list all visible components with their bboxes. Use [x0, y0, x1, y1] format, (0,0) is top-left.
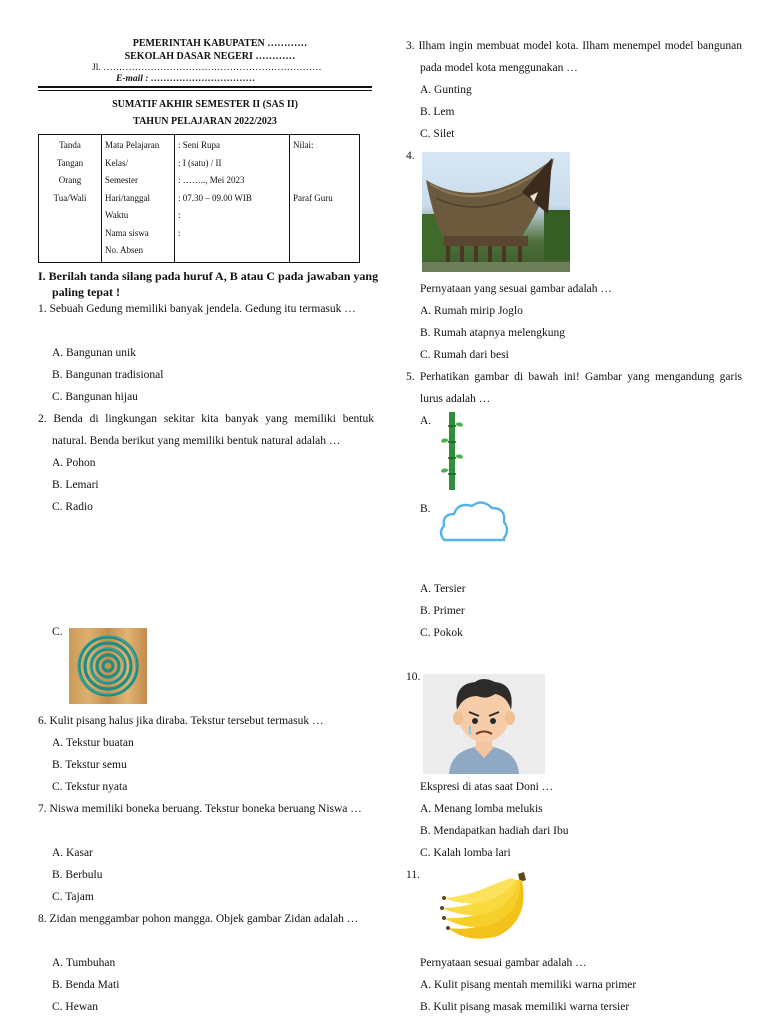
- q1-option-b[interactable]: B. Bangunan tradisional: [52, 369, 164, 381]
- q11-option-b[interactable]: B. Kulit pisang masak memiliki warna tersier: [420, 1001, 630, 1013]
- question-10-number: 10.: [406, 671, 421, 683]
- label-time: Waktu: [105, 210, 129, 220]
- q6-option-c[interactable]: C. Tekstur nyata: [52, 781, 128, 793]
- question-6: 6. Kulit pisang halus jika diraba. Tekstur tersebut termasuk …: [38, 715, 324, 727]
- q10-option-b[interactable]: B. Mendapatkan hadiah dari Ibu: [420, 825, 569, 837]
- q4-option-c[interactable]: C. Rumah dari besi: [420, 349, 509, 361]
- q8-option-a[interactable]: A. Tumbuhan: [52, 957, 116, 969]
- info-labels-cell: [102, 135, 175, 263]
- bananas-image: [438, 870, 534, 944]
- option-pokok[interactable]: C. Pokok: [420, 627, 463, 639]
- q10-option-a[interactable]: A. Menang lomba melukis: [420, 803, 543, 815]
- option-c-label[interactable]: C.: [52, 626, 63, 638]
- q5-option-b[interactable]: B.: [420, 503, 431, 515]
- q6-option-a[interactable]: A. Tekstur buatan: [52, 737, 134, 749]
- question-11-number: 11.: [406, 869, 420, 881]
- exam-year: TAHUN PELAJARAN 2022/2023: [133, 116, 277, 127]
- question-4: Pernyataan yang sesuai gambar adalah …: [420, 283, 612, 295]
- label-subject: Mata Pelajaran: [105, 140, 160, 150]
- question-5: 5. Perhatikan gambar di bawah ini! Gambar yang mengandung garis lurus adalah …: [406, 371, 742, 405]
- traditional-house-image: [422, 152, 570, 272]
- header-school: SEKOLAH DASAR NEGERI …………: [124, 51, 296, 62]
- bamboo-image: [440, 412, 464, 490]
- q5-option-a[interactable]: A.: [420, 415, 432, 427]
- parent-signature-cell: [39, 135, 102, 263]
- q4-option-a[interactable]: A. Rumah mirip Joglo: [420, 305, 523, 317]
- value-absen: [178, 242, 286, 260]
- question-4-number: 4.: [406, 150, 415, 162]
- label-semester: Semester: [105, 175, 138, 185]
- value-subject: : Seni Rupa: [178, 140, 220, 150]
- q2-option-b[interactable]: B. Lemari: [52, 479, 99, 491]
- q7-option-a[interactable]: A. Kasar: [52, 847, 93, 859]
- header-divider: [38, 86, 372, 88]
- q4-option-b[interactable]: B. Rumah atapnya melengkung: [420, 327, 565, 339]
- question-7: 7. Niswa memiliki boneka beruang. Tekstur boneka beruang Niswa …: [38, 803, 362, 815]
- value-semester: : …….., Mei 2023: [178, 175, 245, 185]
- question-10: Ekspresi di atas saat Doni …: [420, 781, 554, 793]
- question-11: Pernyataan sesuai gambar adalah …: [420, 957, 587, 969]
- option-tersier[interactable]: A. Tersier: [420, 583, 466, 595]
- option-primer[interactable]: B. Primer: [420, 605, 465, 617]
- q3-option-c[interactable]: C. Silet: [420, 128, 455, 140]
- q8-option-b[interactable]: B. Benda Mati: [52, 979, 120, 991]
- parent-sign-line: Tanda: [59, 140, 81, 150]
- grade-label: Nilai:: [293, 140, 314, 150]
- q6-option-b[interactable]: B. Tekstur semu: [52, 759, 127, 771]
- q8-option-c[interactable]: C. Hewan: [52, 1001, 98, 1013]
- value-time: :: [178, 210, 181, 220]
- header-email: E-mail : ……………………………: [116, 74, 256, 84]
- q3-option-a[interactable]: A. Gunting: [420, 84, 472, 96]
- q3-option-b[interactable]: B. Lem: [420, 106, 455, 118]
- value-class: : I (satu) / II: [178, 157, 222, 168]
- label-date: Hari/tanggal: [105, 192, 150, 203]
- label-student-name: Nama siswa: [105, 227, 149, 238]
- grade-cell: [290, 135, 360, 263]
- q7-option-c[interactable]: C. Tajam: [52, 891, 94, 903]
- question-3: 3. Ilham ingin membuat model kota. Ilham menempel model bangunan pada model kota menggunakan …: [406, 40, 742, 74]
- question-1: 1. Sebuah Gedung memiliki banyak jendela. Gedung itu termasuk …: [38, 303, 356, 315]
- parent-sign-line: Tua/Wali: [53, 192, 87, 203]
- sad-boy-image: [423, 674, 545, 774]
- header-divider-thin: [38, 90, 372, 91]
- q11-option-a[interactable]: A. Kulit pisang mentah memiliki warna primer: [420, 979, 637, 991]
- instruction: I. Berilah tanda silang pada huruf A, B atau C pada jawaban yang paling tepat !: [38, 269, 379, 299]
- question-8: 8. Zidan menggambar pohon mangga. Objek gambar Zidan adalah …: [38, 913, 359, 925]
- exam-title: SUMATIF AKHIR SEMESTER II (SAS II): [112, 99, 298, 110]
- value-student-name: :: [178, 227, 181, 238]
- mosquito-coil-image: [69, 628, 147, 704]
- question-2: 2. Benda di lingkungan sekitar kita banyak yang memiliki bentuk natural. Benda berikut yang memiliki bentuk natural adalah …: [38, 413, 374, 447]
- label-absen: No. Absen: [105, 245, 143, 255]
- parent-sign-line: Orang: [58, 175, 82, 185]
- info-values-cell: [175, 135, 290, 263]
- header-address: Jl. ……………………………………………………………: [92, 63, 322, 73]
- q2-option-a[interactable]: A. Pohon: [52, 457, 96, 469]
- q1-option-c[interactable]: C. Bangunan hijau: [52, 391, 138, 403]
- q7-option-b[interactable]: B. Berbulu: [52, 869, 103, 881]
- q2-option-c[interactable]: C. Radio: [52, 501, 93, 513]
- q10-option-c[interactable]: C. Kalah lomba lari: [420, 847, 511, 859]
- cloud-image: [438, 498, 510, 544]
- label-class: Kelas/: [105, 157, 128, 168]
- value-date: : 07.30 – 09.00 WIB: [178, 192, 252, 203]
- info-table: [38, 134, 360, 263]
- q1-option-a[interactable]: A. Bangunan unik: [52, 347, 137, 359]
- parent-sign-line: Tangan: [56, 157, 84, 168]
- header-government: PEMERINTAH KABUPATEN …………: [132, 38, 308, 49]
- teacher-signature-label: Paraf Guru: [293, 192, 333, 203]
